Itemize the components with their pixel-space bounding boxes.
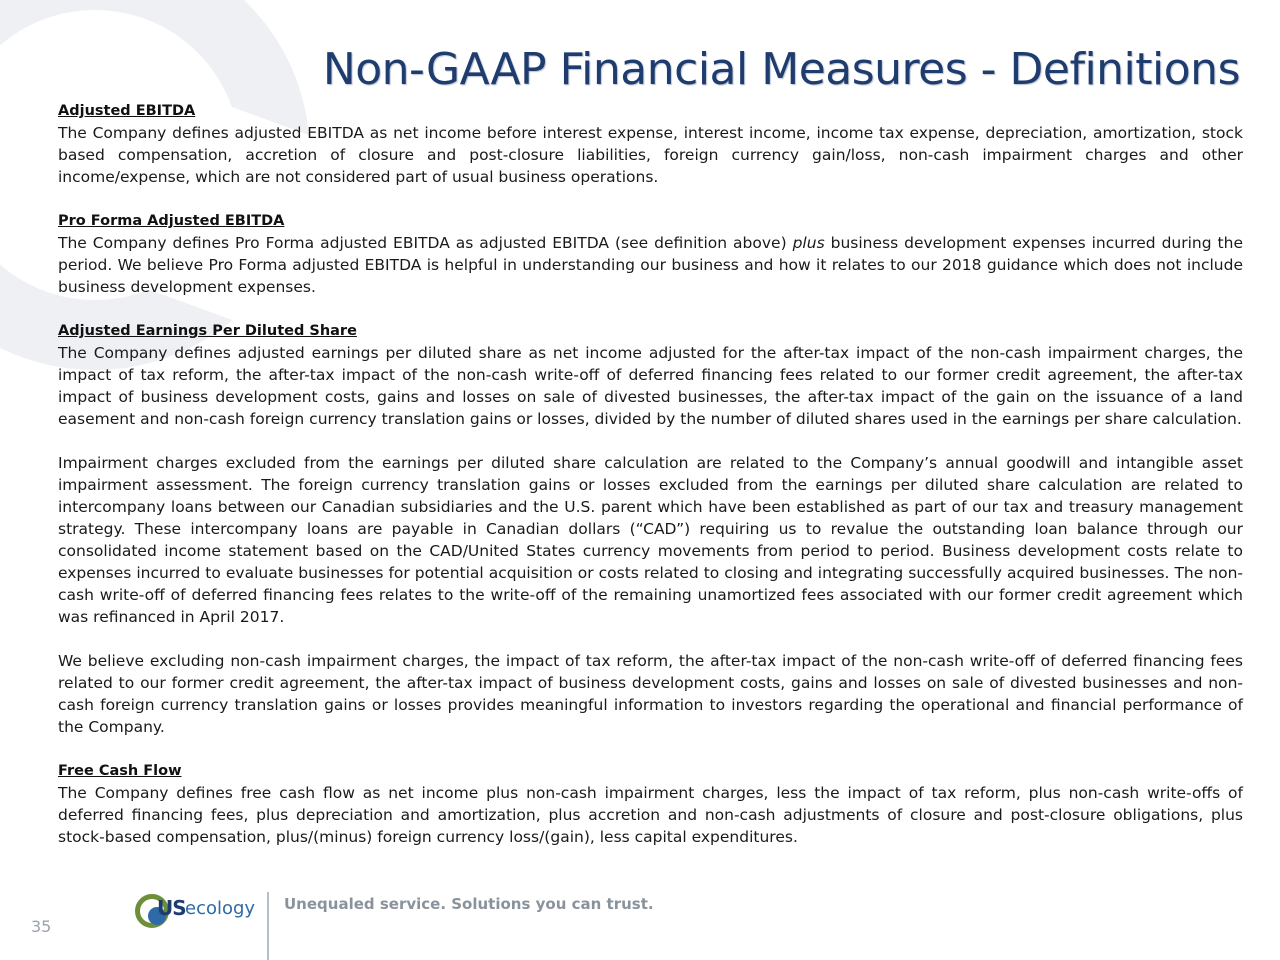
section-body-impairment: Impairment charges excluded from the earnings per diluted share calculation are related to the Company’s annual goodwill and intangible asset impairment assessment. The foreign currency translation gains or losses excluded from the earnings per diluted share calculation are related to intercompany loans between our Canadian subsidiaries and the U.S. parent which have been established as part of our tax and treasury management strategy. These intercompany loans are payable in Canadian dollars (“CAD”) requiring us to revalue the outstanding loan balance through our consolidated income statement based on the CAD/United States currency movements from period to period. Business development costs relate to expenses incurred to evaluate businesses for potential acquisition or costs related to closing and integrating successfully acquired businesses. The non-cash write-off of deferred financing fees relates to the write-off of the remaining unamortized fees associated with our former credit agreement which was refinanced in April 2017. (58, 454, 1243, 626)
section-adjusted-eps (58, 320, 1243, 738)
body-text: business development expenses incurred during the period. We believe Pro Forma adjusted EBITDA is helpful in understanding our business and how it relates to our 2018 guidance which does not include business development expenses. (58, 234, 1243, 296)
section-heading: Adjusted Earnings Per Diluted Share (58, 323, 357, 339)
definitions-content (58, 100, 1243, 848)
section-pro-forma-adjusted-ebitda (58, 210, 1243, 298)
logo-ecology-text: ecology (185, 898, 256, 919)
section-heading: Pro Forma Adjusted EBITDA (58, 213, 285, 229)
slide-title: Non-GAAP Financial Measures - Definitions (322, 44, 1240, 95)
section-body: The Company defines free cash flow as net income plus non-cash impairment charges, less the impact of tax reform, plus non-cash write-offs of deferred financing fees, plus depreciation and amortization, plus accretion and non-cash adjustments of closure and post-closure obligations, plus stock-based compensation, plus/(minus) foreign currency loss/(gain), less capital expenditures. (58, 784, 1243, 846)
body-text: The Company defines Pro Forma adjusted EBITDA as adjusted EBITDA (see definition above) (58, 234, 793, 252)
section-heading: Adjusted EBITDA (58, 103, 196, 119)
logo-us-text: US (157, 896, 186, 920)
section-body-rationale: We believe excluding non-cash impairment charges, the impact of tax reform, the after-tax impact of the non-cash write-off of deferred financing fees related to our former credit agreement, the after-tax impact of business development costs, gains and losses on sale of divested businesses and non-cash foreign currency translation gains or losses provides meaningful information to investors regarding the operational and financial performance of the Company. (58, 652, 1243, 736)
slide-footer (0, 880, 1280, 960)
section-body: The Company defines adjusted EBITDA as net income before interest expense, interest income, income tax expense, depreciation, amortization, stock based compensation, accretion of closure and post-closure liabilities, foreign currency gain/loss, non-cash impairment charges and other income/expense, which are not considered part of usual business operations. (58, 124, 1243, 186)
section-body: The Company defines adjusted earnings per diluted share as net income adjusted for the after-tax impact of the non-cash impairment charges, the impact of tax reform, the after-tax impact of the non-cash write-off of deferred financing fees related to our former credit agreement, the after-tax impact of business development costs, gains and losses on sale of divested businesses, the after-tax impact of the gain on the issuance of a land easement and non-cash foreign currency translation gains or losses, divided by the number of diluted shares used in the earnings per share calculation. (58, 344, 1243, 428)
section-free-cash-flow (58, 760, 1243, 848)
section-body (58, 232, 1243, 298)
page-number: 35 (31, 917, 52, 936)
footer-tagline: Unequaled service. Solutions you can trust. (284, 895, 654, 913)
us-ecology-logo (135, 892, 260, 932)
section-adjusted-ebitda (58, 100, 1243, 188)
section-heading: Free Cash Flow (58, 763, 182, 779)
footer-divider (267, 892, 269, 960)
body-emphasis: plus (792, 234, 825, 252)
